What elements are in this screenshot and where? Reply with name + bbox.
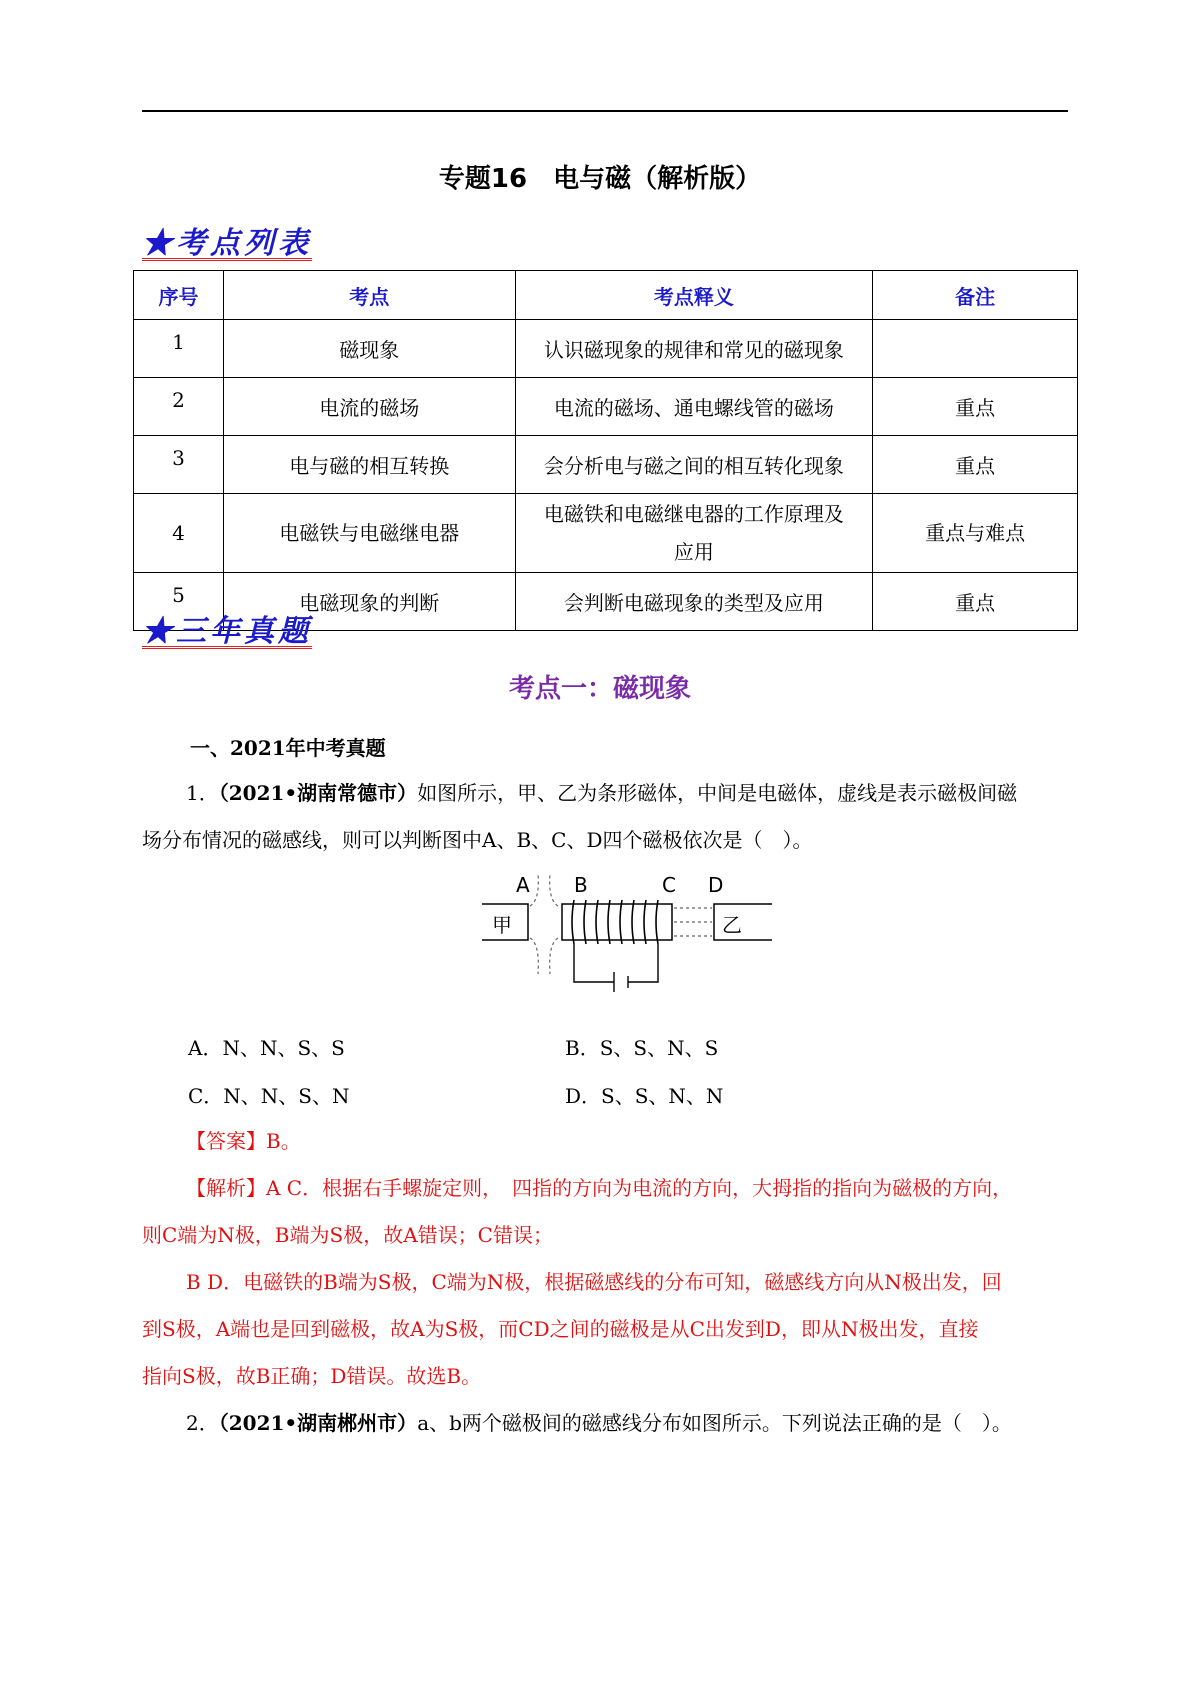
section-heading-label: ★考点列表 (142, 226, 312, 261)
option-c: C．N、N、S、N (188, 1084, 350, 1108)
year-section-title: 一、2021年中考真题 (190, 736, 386, 760)
table-header-row (134, 271, 1078, 320)
label-b: B (574, 873, 588, 897)
label-d: D (708, 873, 724, 897)
row-number: 5 (134, 573, 224, 631)
question-source: （2021•湖南郴州市） (218, 1411, 418, 1435)
table-row (134, 378, 1078, 436)
row-number: 4 (134, 494, 224, 573)
heading-underline (142, 258, 312, 261)
header-cell: 考点释义 (515, 271, 873, 320)
question-source: （2021•湖南常德市） (218, 781, 418, 805)
table-row (134, 320, 1078, 378)
question-number: 2． (186, 1411, 219, 1435)
question-text: a、b两个磁极间的磁感线分布如图所示。下列说法正确的是（ ）。 (417, 1411, 1012, 1435)
row-desc-line: 电磁铁和电磁继电器的工作原理及 (543, 502, 844, 526)
field-lines-left (530, 874, 558, 974)
row-desc-line: 应用 (673, 540, 714, 564)
section-heading-exam (142, 606, 312, 650)
question-1 (142, 770, 1070, 864)
option-b: B．S、S、N、S (565, 1036, 719, 1060)
circuit (574, 944, 658, 992)
row-topic: 电与磁的相互转换 (223, 436, 515, 494)
question-text-line: 场分布情况的磁感线，则可以判断图中A、B、C、D四个磁极依次是（ ）。 (142, 828, 813, 852)
row-note: 重点 (873, 378, 1078, 436)
analysis-line: B D．电磁铁的B端为S极，C端为N极，根据磁感线的分布可知，磁感线方向从N极出发，回 (186, 1270, 1002, 1294)
row-number: 2 (134, 378, 224, 436)
header-rule (142, 110, 1068, 112)
answer (142, 1118, 1070, 1165)
analysis-line: A C．根据右手螺旋定则， 四指的方向为电流的方向，大拇指的指向为磁极的方向， (266, 1176, 1013, 1200)
answer-tag: 【答案】 (186, 1129, 266, 1153)
row-topic: 电磁铁与电磁继电器 (223, 494, 515, 573)
section-heading-topic-list (142, 218, 312, 262)
label-a: A (516, 873, 530, 897)
question-text: 如图所示，甲、乙为条形磁体，中间是电磁体，虚线是表示磁极间磁 (417, 781, 1018, 805)
analysis-line: 则C端为N极，B端为S极，故A错误；C错误； (142, 1223, 553, 1247)
coil (572, 900, 658, 944)
section-heading-label: ★三年真题 (142, 614, 312, 649)
analysis-line: 指向S极，故B正确；D错误。故选B。 (142, 1364, 482, 1388)
topic-table (133, 270, 1078, 631)
table-row (134, 494, 1078, 573)
row-desc (515, 494, 873, 573)
analysis-tag: 【解析】 (186, 1176, 266, 1200)
row-desc: 会分析电与磁之间的相互转化现象 (515, 436, 873, 494)
row-desc: 会判断电磁现象的类型及应用 (515, 573, 873, 631)
left-magnet-label: 甲 (492, 913, 512, 937)
magnet-figure (482, 870, 772, 1000)
header-cell: 备注 (873, 271, 1078, 320)
page-title: 专题16 电与磁（解析版） (438, 164, 762, 194)
answer-value: B。 (266, 1129, 301, 1153)
row-desc: 电流的磁场、通电螺线管的磁场 (515, 378, 873, 436)
heading-underline (142, 646, 312, 649)
row-topic: 电磁现象的判断 (223, 573, 515, 631)
row-note: 重点 (873, 573, 1078, 631)
row-number: 1 (134, 320, 224, 378)
row-note: 重点 (873, 436, 1078, 494)
header-cell: 序号 (134, 271, 224, 320)
row-topic: 磁现象 (223, 320, 515, 378)
option-d: D．S、S、N、N (565, 1084, 724, 1108)
analysis-line: 到S极，A端也是回到磁极，故A为S极，而CD之间的磁极是从C出发到D，即从N极出发，直接 (142, 1317, 979, 1341)
table-row (134, 436, 1078, 494)
subheading: 考点一：磁现象 (508, 674, 691, 704)
question-2 (142, 1400, 1070, 1447)
row-note: 重点与难点 (873, 494, 1078, 573)
label-c: C (662, 873, 676, 897)
row-topic: 电流的磁场 (223, 378, 515, 436)
question-number: 1． (186, 781, 219, 805)
option-a: A．N、N、S、S (188, 1036, 345, 1060)
row-number: 3 (134, 436, 224, 494)
row-note (873, 320, 1078, 378)
row-desc: 认识磁现象的规律和常见的磁现象 (515, 320, 873, 378)
right-magnet-label: 乙 (722, 913, 742, 937)
analysis (142, 1165, 1070, 1400)
field-lines-right (674, 908, 712, 936)
header-cell: 考点 (223, 271, 515, 320)
